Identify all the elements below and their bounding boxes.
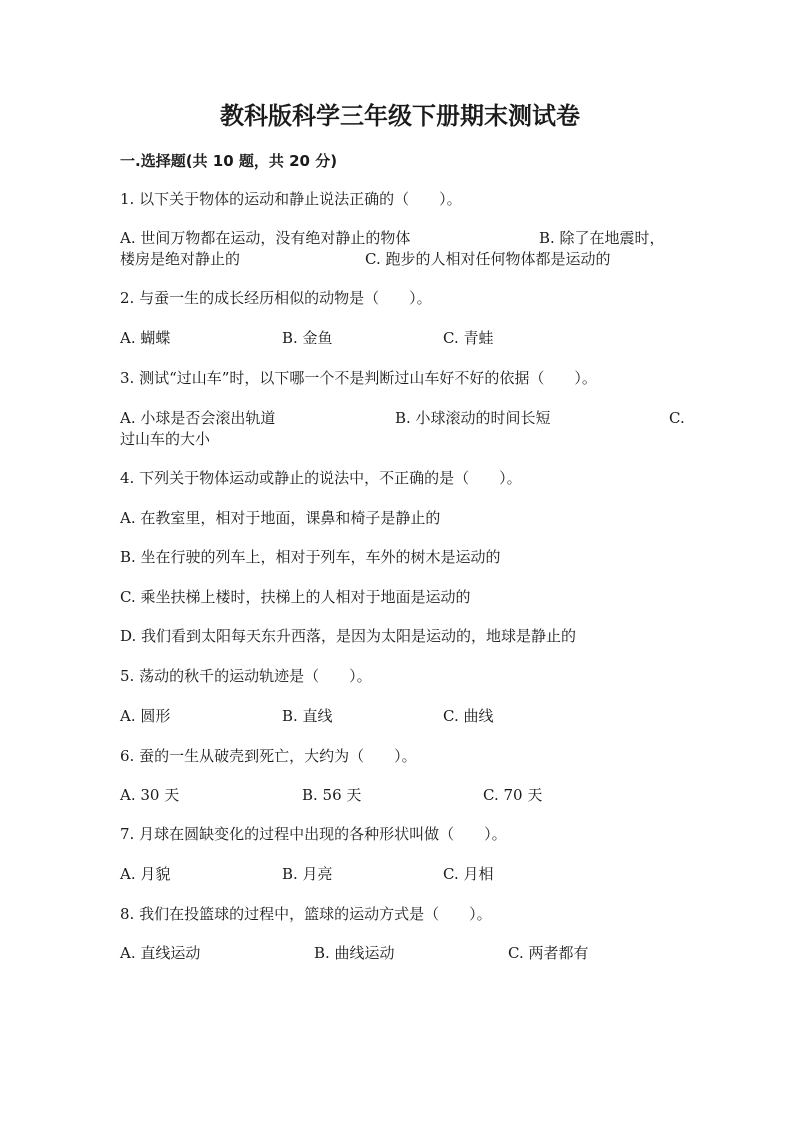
question-3-option-b: B. 小球滚动的时间长短 [395,409,551,427]
question-3-option-c-continued: 过山车的大小 [120,430,211,448]
question-5-option-c: C. 曲线 [443,707,494,725]
question-6-option-b: B. 56 天 [302,786,362,804]
question-8-stem: 8. 我们在投篮球的过程中，篮球的运动方式是（ ）。 [120,905,492,923]
question-1-stem: 1. 以下关于物体的运动和静止说法正确的（ ）。 [120,190,462,208]
question-1-option-c: C. 跑步的人相对任何物体都是运动的 [365,250,611,268]
question-4-option-c: C. 乘坐扶梯上楼时，扶梯上的人相对于地面是运动的 [120,588,471,606]
question-7-stem: 7. 月球在圆缺变化的过程中出现的各种形状叫做（ ）。 [120,825,507,843]
question-2-option-c: C. 青蛙 [443,329,494,347]
question-7-option-b: B. 月亮 [282,865,333,883]
question-6-stem: 6. 蚕的一生从破壳到死亡，大约为（ ）。 [120,747,417,765]
question-1-option-b: B. 除了在地震时， [539,229,665,247]
question-4-option-b: B. 坐在行驶的列车上，相对于列车，车外的树木是运动的 [120,548,501,566]
question-4-option-a: A. 在教室里，相对于地面，课鼻和椅子是静止的 [120,509,441,527]
question-4-option-d: D. 我们看到太阳每天东升西落，是因为太阳是运动的，地球是静止的 [120,627,577,645]
question-1-option-b-continued: 楼房是绝对静止的 [120,250,241,268]
question-5-option-b: B. 直线 [282,707,333,725]
question-3-stem: 3. 测试“过山车”时，以下哪一个不是判断过山车好不好的依据（ ）。 [120,369,597,387]
question-6-option-a: A. 30 天 [120,786,180,804]
question-3-option-a: A. 小球是否会滚出轨道 [120,409,276,427]
question-6-option-c: C. 70 天 [483,786,543,804]
question-1-option-a: A. 世间万物都在运动，没有绝对静止的物体 [120,229,411,247]
question-2-option-a: A. 蝴蝶 [120,329,171,347]
question-2-stem: 2. 与蚕一生的成长经历相似的动物是（ ）。 [120,289,432,307]
question-8-option-a: A. 直线运动 [120,944,201,962]
question-4-stem: 4. 下列关于物体运动或静止的说法中，不正确的是（ ）。 [120,469,522,487]
question-7-option-a: A. 月貌 [120,865,171,883]
question-8-option-b: B. 曲线运动 [314,944,395,962]
question-8-option-c: C. 两者都有 [508,944,589,962]
question-3-option-c: C. [669,409,685,427]
question-2-option-b: B. 金鱼 [282,329,333,347]
question-5-option-a: A. 圆形 [120,707,171,725]
question-7-option-c: C. 月相 [443,865,494,883]
section-heading: 一.选择题(共 10 题，共 20 分) [120,152,338,170]
page-title: 教科版科学三年级下册期末测试卷 [220,102,580,130]
question-5-stem: 5. 荡动的秋千的运动轨迹是（ ）。 [120,667,372,685]
